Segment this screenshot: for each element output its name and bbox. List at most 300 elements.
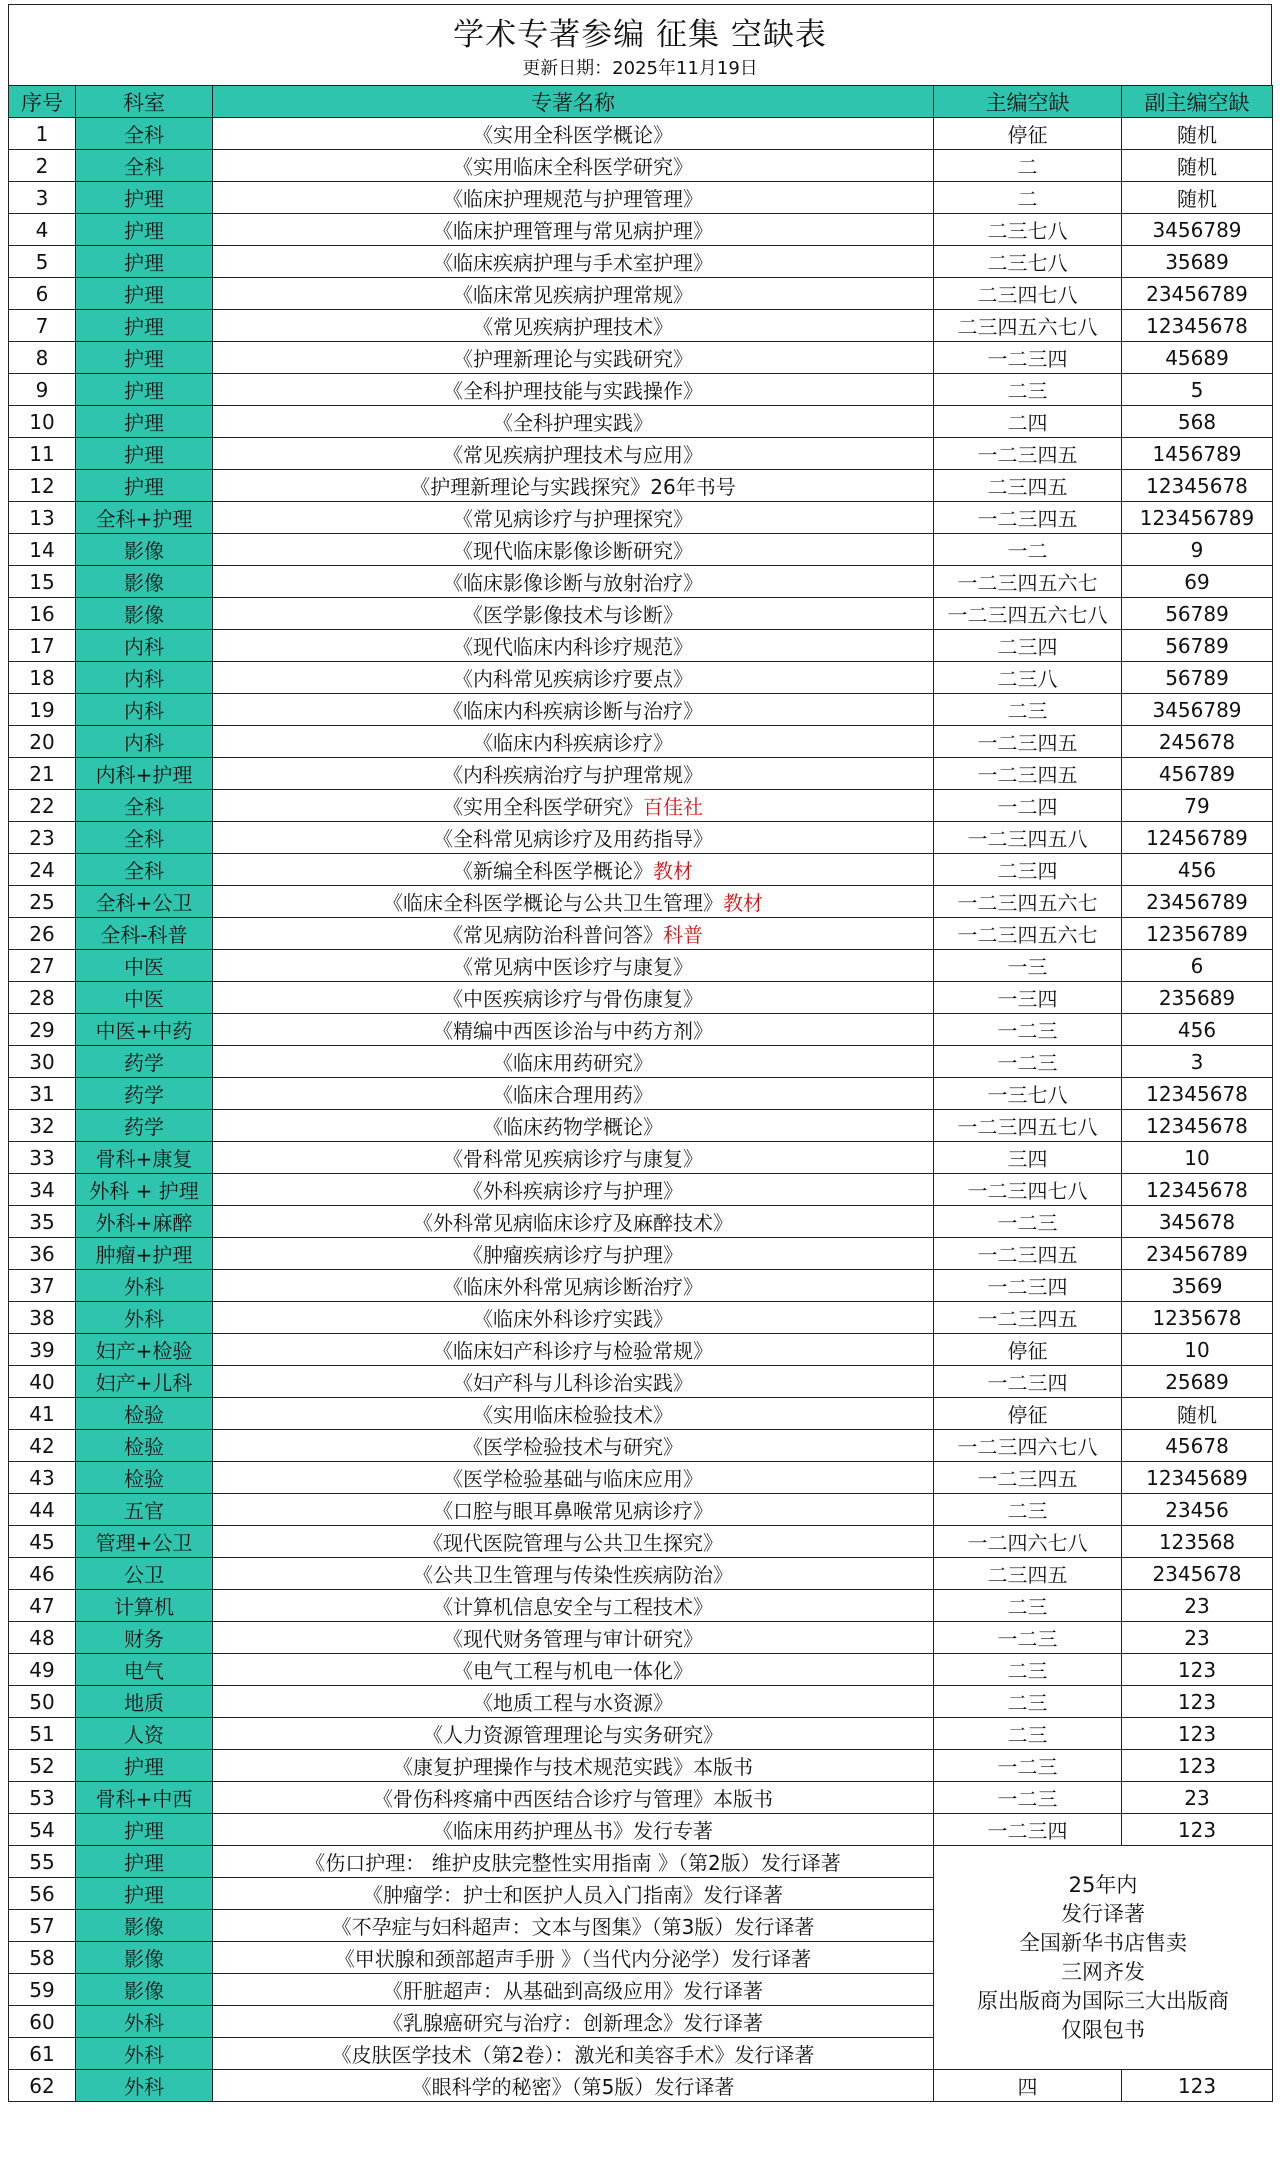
chief-editor-vacancy: 一二三 xyxy=(934,1046,1122,1078)
book-title-cell xyxy=(213,1398,934,1430)
department-cell: 内科 xyxy=(76,662,213,694)
row-number: 47 xyxy=(9,1590,76,1622)
table-row xyxy=(9,246,1273,278)
book-title-cell xyxy=(213,502,934,534)
book-title-cell xyxy=(213,598,934,630)
row-number: 53 xyxy=(9,1782,76,1814)
department-cell: 护理 xyxy=(76,1750,213,1782)
book-title-cell xyxy=(213,342,934,374)
row-number: 41 xyxy=(9,1398,76,1430)
chief-editor-vacancy: 一二四 xyxy=(934,790,1122,822)
chief-editor-vacancy: 一三四 xyxy=(934,982,1122,1014)
row-number: 13 xyxy=(9,502,76,534)
department-cell: 护理 xyxy=(76,310,213,342)
row-number: 50 xyxy=(9,1686,76,1718)
department-cell: 护理 xyxy=(76,470,213,502)
book-title-cell xyxy=(213,1078,934,1110)
book-title: 《临床影像诊断与放射治疗》 xyxy=(443,571,703,595)
table-row xyxy=(9,1366,1273,1398)
chief-editor-vacancy: 二三四 xyxy=(934,630,1122,662)
book-title-cell xyxy=(213,1142,934,1174)
deputy-editor-vacancy: 5 xyxy=(1122,374,1273,406)
book-tag: 教材 xyxy=(653,859,693,883)
deputy-editor-vacancy: 123 xyxy=(1122,1654,1273,1686)
row-number: 29 xyxy=(9,1014,76,1046)
chief-editor-vacancy: 一二三 xyxy=(934,1782,1122,1814)
deputy-editor-vacancy: 25689 xyxy=(1122,1366,1273,1398)
deputy-editor-vacancy: 123568 xyxy=(1122,1526,1273,1558)
row-number: 26 xyxy=(9,918,76,950)
table-row xyxy=(9,438,1273,470)
book-title: 《内科疾病治疗与护理常规》 xyxy=(443,763,703,787)
row-number: 1 xyxy=(9,118,76,150)
book-title: 《临床常见疾病护理常规》 xyxy=(453,283,693,307)
department-cell: 药学 xyxy=(76,1110,213,1142)
deputy-editor-vacancy: 12345678 xyxy=(1122,310,1273,342)
row-number: 11 xyxy=(9,438,76,470)
department-cell: 内科 xyxy=(76,726,213,758)
table-row xyxy=(9,822,1273,854)
department-cell: 财务 xyxy=(76,1622,213,1654)
row-number: 9 xyxy=(9,374,76,406)
deputy-editor-vacancy: 56789 xyxy=(1122,598,1273,630)
book-title-cell xyxy=(213,1430,934,1462)
chief-editor-vacancy: 一二三四五六七 xyxy=(934,918,1122,950)
table-row xyxy=(9,278,1273,310)
book-title: 《临床合理用药》 xyxy=(493,1083,653,1107)
book-title: 《公共卫生管理与传染性疾病防治》 xyxy=(413,1563,733,1587)
book-title-cell: 《乳腺癌研究与治疗：创新理念》发行译著 xyxy=(213,2006,934,2038)
row-number: 28 xyxy=(9,982,76,1014)
deputy-editor-vacancy: 245678 xyxy=(1122,726,1273,758)
book-title: 《临床内科疾病诊断与治疗》 xyxy=(443,699,703,723)
department-cell: 中医 xyxy=(76,982,213,1014)
table-row xyxy=(9,1558,1273,1590)
department-cell: 影像 xyxy=(76,1974,213,2006)
department-cell: 全科 xyxy=(76,822,213,854)
deputy-editor-vacancy: 随机 xyxy=(1122,118,1273,150)
book-title: 《医学检验基础与临床应用》 xyxy=(443,1467,703,1491)
book-title: 《康复护理操作与技术规范实践》本版书 xyxy=(393,1755,753,1779)
book-title: 《内科常见疾病诊疗要点》 xyxy=(453,667,693,691)
chief-editor-vacancy: 停征 xyxy=(934,118,1122,150)
department-cell: 检验 xyxy=(76,1462,213,1494)
chief-editor-vacancy: 二 xyxy=(934,150,1122,182)
chief-editor-vacancy: 二三 xyxy=(934,1718,1122,1750)
deputy-editor-vacancy: 23 xyxy=(1122,1622,1273,1654)
row-number: 46 xyxy=(9,1558,76,1590)
table-row xyxy=(9,182,1273,214)
department-cell: 外科 + 护理 xyxy=(76,1174,213,1206)
update-date: 更新日期：2025年11月19日 xyxy=(522,58,758,79)
department-cell: 妇产+儿科 xyxy=(76,1366,213,1398)
book-title-cell xyxy=(213,918,934,950)
department-cell: 外科 xyxy=(76,1302,213,1334)
department-cell: 护理 xyxy=(76,438,213,470)
book-title: 《外科常见病临床诊疗及麻醉技术》 xyxy=(413,1211,733,1235)
department-cell: 检验 xyxy=(76,1398,213,1430)
deputy-editor-vacancy: 12456789 xyxy=(1122,822,1273,854)
book-title-cell xyxy=(213,1046,934,1078)
deputy-editor-vacancy: 568 xyxy=(1122,406,1273,438)
book-title-cell xyxy=(213,1654,934,1686)
book-title-cell: 《皮肤医学技术（第2卷）：激光和美容手术》发行译著 xyxy=(213,2038,934,2070)
row-number: 55 xyxy=(9,1846,76,1878)
book-title: 《常见病诊疗与护理探究》 xyxy=(453,507,693,531)
deputy-editor-vacancy: 12345678 xyxy=(1122,470,1273,502)
department-cell: 中医+中药 xyxy=(76,1014,213,1046)
department-cell: 护理 xyxy=(76,342,213,374)
book-title: 《精编中西医诊治与中药方剂》 xyxy=(433,1019,713,1043)
chief-editor-vacancy: 停征 xyxy=(934,1334,1122,1366)
row-number: 5 xyxy=(9,246,76,278)
row-number: 37 xyxy=(9,1270,76,1302)
row-number: 4 xyxy=(9,214,76,246)
book-title-cell xyxy=(213,630,934,662)
table-row xyxy=(9,1814,1273,1846)
row-number: 18 xyxy=(9,662,76,694)
department-cell: 检验 xyxy=(76,1430,213,1462)
book-title-cell xyxy=(213,470,934,502)
row-number: 15 xyxy=(9,566,76,598)
book-title-cell xyxy=(213,1750,934,1782)
deputy-editor-vacancy: 123 xyxy=(1122,2070,1273,2102)
book-title: 《骨科常见疾病诊疗与康复》 xyxy=(443,1147,703,1171)
chief-editor-vacancy: 一二三四 xyxy=(934,1366,1122,1398)
chief-editor-vacancy: 二三 xyxy=(934,1590,1122,1622)
book-title: 《现代临床内科诊疗规范》 xyxy=(453,635,693,659)
book-title-cell xyxy=(213,566,934,598)
deputy-editor-vacancy: 123 xyxy=(1122,1718,1273,1750)
row-number: 57 xyxy=(9,1910,76,1942)
department-cell: 护理 xyxy=(76,278,213,310)
table-row xyxy=(9,598,1273,630)
book-title-cell xyxy=(213,1462,934,1494)
table-row xyxy=(9,726,1273,758)
note-line: 25年内 xyxy=(1068,1872,1138,1897)
book-title-cell xyxy=(213,886,934,918)
table-row xyxy=(9,1206,1273,1238)
header-row xyxy=(9,86,1273,118)
note-line: 全国新华书店售卖 xyxy=(1019,1930,1187,1955)
chief-editor-vacancy: 三四 xyxy=(934,1142,1122,1174)
department-cell: 护理 xyxy=(76,246,213,278)
table-row xyxy=(9,1078,1273,1110)
deputy-editor-vacancy: 10 xyxy=(1122,1142,1273,1174)
chief-editor-vacancy: 一二三四五 xyxy=(934,1238,1122,1270)
deputy-editor-vacancy: 123 xyxy=(1122,1750,1273,1782)
chief-editor-vacancy: 二三七八 xyxy=(934,214,1122,246)
chief-editor-vacancy: 四 xyxy=(934,2070,1122,2102)
row-number: 54 xyxy=(9,1814,76,1846)
department-cell: 影像 xyxy=(76,598,213,630)
book-title: 《护理新理论与实践研究》 xyxy=(453,347,693,371)
deputy-editor-vacancy: 45678 xyxy=(1122,1430,1273,1462)
book-title: 《常见疾病护理技术》 xyxy=(473,315,673,339)
book-title: 《妇产科与儿科诊治实践》 xyxy=(453,1371,693,1395)
department-cell: 人资 xyxy=(76,1718,213,1750)
book-title-cell xyxy=(213,822,934,854)
book-title: 《常见病防治科普问答》 xyxy=(443,923,663,947)
book-tag: 科普 xyxy=(663,923,703,947)
book-title: 《实用全科医学概论》 xyxy=(473,123,673,147)
book-title-cell xyxy=(213,534,934,566)
row-number: 32 xyxy=(9,1110,76,1142)
department-cell: 影像 xyxy=(76,534,213,566)
table-row xyxy=(9,1174,1273,1206)
row-number: 49 xyxy=(9,1654,76,1686)
book-title-cell: 《肿瘤学：护士和医护人员入门指南》发行译著 xyxy=(213,1878,934,1910)
row-number: 34 xyxy=(9,1174,76,1206)
book-title-cell xyxy=(213,438,934,470)
department-cell: 护理 xyxy=(76,1846,213,1878)
book-title: 《临床用药研究》 xyxy=(493,1051,653,1075)
department-cell: 外科 xyxy=(76,2070,213,2102)
chief-editor-vacancy: 二三七八 xyxy=(934,246,1122,278)
department-cell: 骨科+康复 xyxy=(76,1142,213,1174)
department-cell: 外科 xyxy=(76,2038,213,2070)
chief-editor-vacancy: 一二三四 xyxy=(934,1270,1122,1302)
book-title-cell xyxy=(213,182,934,214)
table-row xyxy=(9,1302,1273,1334)
book-title-cell xyxy=(213,1622,934,1654)
book-title: 《临床护理规范与护理管理》 xyxy=(443,187,703,211)
book-title-cell: 《眼科学的秘密》（第5版）发行译著 xyxy=(213,2070,934,2102)
book-title-cell: 《甲状腺和颈部超声手册 》（当代内分泌学）发行译著 xyxy=(213,1942,934,1974)
deputy-editor-vacancy: 123 xyxy=(1122,1686,1273,1718)
deputy-editor-vacancy: 6 xyxy=(1122,950,1273,982)
department-cell: 外科 xyxy=(76,1270,213,1302)
deputy-editor-vacancy: 1235678 xyxy=(1122,1302,1273,1334)
note-line: 三网齐发 xyxy=(1061,1959,1145,1984)
table-row xyxy=(9,118,1273,150)
book-title-cell xyxy=(213,1526,934,1558)
chief-editor-vacancy: 一二三四七八 xyxy=(934,1174,1122,1206)
book-title-cell xyxy=(213,662,934,694)
row-number: 27 xyxy=(9,950,76,982)
header-book: 专著名称 xyxy=(213,86,934,118)
row-number: 40 xyxy=(9,1366,76,1398)
table-row xyxy=(9,1430,1273,1462)
row-number: 52 xyxy=(9,1750,76,1782)
chief-editor-vacancy: 一二三四五六七 xyxy=(934,566,1122,598)
department-cell: 计算机 xyxy=(76,1590,213,1622)
vacancy-table xyxy=(8,85,1273,2102)
table-row xyxy=(9,694,1273,726)
table-row xyxy=(9,470,1273,502)
table-row xyxy=(9,982,1273,1014)
deputy-editor-vacancy: 23456789 xyxy=(1122,886,1273,918)
book-title-cell xyxy=(213,1334,934,1366)
department-cell: 全科-科普 xyxy=(76,918,213,950)
row-number: 22 xyxy=(9,790,76,822)
department-cell: 护理 xyxy=(76,214,213,246)
book-title-cell: 《不孕症与妇科超声：文本与图集》（第3版）发行译著 xyxy=(213,1910,934,1942)
row-number: 44 xyxy=(9,1494,76,1526)
chief-editor-vacancy: 二三四 xyxy=(934,854,1122,886)
deputy-editor-vacancy: 345678 xyxy=(1122,1206,1273,1238)
row-number: 19 xyxy=(9,694,76,726)
chief-editor-vacancy: 二三 xyxy=(934,374,1122,406)
deputy-editor-vacancy: 35689 xyxy=(1122,246,1273,278)
department-cell: 护理 xyxy=(76,1878,213,1910)
book-title: 《临床外科诊疗实践》 xyxy=(473,1307,673,1331)
book-title-cell xyxy=(213,1558,934,1590)
row-number: 23 xyxy=(9,822,76,854)
deputy-editor-vacancy: 456789 xyxy=(1122,758,1273,790)
deputy-editor-vacancy: 3456789 xyxy=(1122,214,1273,246)
book-title-cell xyxy=(213,1718,934,1750)
table-row xyxy=(9,214,1273,246)
row-number: 16 xyxy=(9,598,76,630)
book-title-cell xyxy=(213,1270,934,1302)
chief-editor-vacancy: 二三 xyxy=(934,1654,1122,1686)
deputy-editor-vacancy: 69 xyxy=(1122,566,1273,598)
deputy-editor-vacancy: 12345678 xyxy=(1122,1174,1273,1206)
row-number: 56 xyxy=(9,1878,76,1910)
table-row xyxy=(9,918,1273,950)
row-number: 12 xyxy=(9,470,76,502)
deputy-editor-vacancy: 3569 xyxy=(1122,1270,1273,1302)
department-cell: 电气 xyxy=(76,1654,213,1686)
book-title-cell: 《伤口护理： 维护皮肤完整性实用指南 》（第2版）发行译著 xyxy=(213,1846,934,1878)
department-cell: 外科+麻醉 xyxy=(76,1206,213,1238)
department-cell: 肿瘤+护理 xyxy=(76,1238,213,1270)
deputy-editor-vacancy: 1456789 xyxy=(1122,438,1273,470)
chief-editor-vacancy: 一二三四 xyxy=(934,342,1122,374)
deputy-editor-vacancy: 3 xyxy=(1122,1046,1273,1078)
book-title-cell xyxy=(213,1686,934,1718)
book-title: 《医学检验技术与研究》 xyxy=(463,1435,683,1459)
book-title: 《人力资源管理理论与实务研究》 xyxy=(423,1723,723,1747)
chief-editor-vacancy: 一二三四五 xyxy=(934,1302,1122,1334)
department-cell: 妇产+检验 xyxy=(76,1334,213,1366)
book-tag: 教材 xyxy=(723,891,763,915)
chief-editor-vacancy: 二三四五六七八 xyxy=(934,310,1122,342)
table-row xyxy=(9,1718,1273,1750)
deputy-editor-vacancy: 随机 xyxy=(1122,1398,1273,1430)
chief-editor-vacancy: 一二三 xyxy=(934,1206,1122,1238)
row-number: 2 xyxy=(9,150,76,182)
table-body xyxy=(9,118,1273,2102)
row-number: 59 xyxy=(9,1974,76,2006)
department-cell: 影像 xyxy=(76,1942,213,1974)
table-row xyxy=(9,1590,1273,1622)
title-block xyxy=(8,4,1272,85)
row-number: 62 xyxy=(9,2070,76,2102)
chief-editor-vacancy: 一二三四五六七八 xyxy=(934,598,1122,630)
row-number: 35 xyxy=(9,1206,76,1238)
row-number: 3 xyxy=(9,182,76,214)
book-title-cell xyxy=(213,374,934,406)
row-number: 7 xyxy=(9,310,76,342)
book-title-cell xyxy=(213,1814,934,1846)
note-line: 仅限包书 xyxy=(1061,2017,1145,2042)
table-row xyxy=(9,310,1273,342)
deputy-editor-vacancy: 23 xyxy=(1122,1782,1273,1814)
book-title-cell xyxy=(213,854,934,886)
row-number: 61 xyxy=(9,2038,76,2070)
department-cell: 全科 xyxy=(76,790,213,822)
table-row xyxy=(9,342,1273,374)
row-number: 36 xyxy=(9,1238,76,1270)
department-cell: 护理 xyxy=(76,374,213,406)
chief-editor-vacancy: 一二三四 xyxy=(934,1814,1122,1846)
header-chief: 主编空缺 xyxy=(934,86,1122,118)
chief-editor-vacancy: 二三四五 xyxy=(934,1558,1122,1590)
chief-editor-vacancy: 一二三四五六七 xyxy=(934,886,1122,918)
table-row xyxy=(9,1014,1273,1046)
chief-editor-vacancy: 一二三四五 xyxy=(934,726,1122,758)
deputy-editor-vacancy: 456 xyxy=(1122,854,1273,886)
book-title: 《中医疾病诊疗与骨伤康复》 xyxy=(443,987,703,1011)
book-title: 《临床用药护理丛书》发行专著 xyxy=(433,1819,713,1843)
row-number: 48 xyxy=(9,1622,76,1654)
deputy-editor-vacancy: 10 xyxy=(1122,1334,1273,1366)
chief-editor-vacancy: 一二三四五 xyxy=(934,502,1122,534)
table-row xyxy=(9,950,1273,982)
department-cell: 全科 xyxy=(76,150,213,182)
table-row xyxy=(9,1398,1273,1430)
table-row xyxy=(9,854,1273,886)
table-row xyxy=(9,1622,1273,1654)
book-title: 《临床全科医学概论与公共卫生管理》 xyxy=(383,891,723,915)
chief-editor-vacancy: 二三 xyxy=(934,1686,1122,1718)
department-cell: 公卫 xyxy=(76,1558,213,1590)
chief-editor-vacancy: 一三 xyxy=(934,950,1122,982)
book-title: 《全科护理技能与实践操作》 xyxy=(443,379,703,403)
chief-editor-vacancy: 一二三四五七八 xyxy=(934,1110,1122,1142)
deputy-editor-vacancy: 9 xyxy=(1122,534,1273,566)
department-cell: 护理 xyxy=(76,1814,213,1846)
table-row xyxy=(9,150,1273,182)
table-row xyxy=(9,1142,1273,1174)
book-title: 《临床护理管理与常见病护理》 xyxy=(433,219,713,243)
book-title-cell xyxy=(213,950,934,982)
chief-editor-vacancy: 二四 xyxy=(934,406,1122,438)
book-title: 《实用临床检验技术》 xyxy=(473,1403,673,1427)
book-title-cell xyxy=(213,214,934,246)
chief-editor-vacancy: 停征 xyxy=(934,1398,1122,1430)
deputy-editor-vacancy: 456 xyxy=(1122,1014,1273,1046)
book-title-cell: 《肝脏超声：从基础到高级应用》发行译著 xyxy=(213,1974,934,2006)
chief-editor-vacancy: 一二三 xyxy=(934,1750,1122,1782)
book-title-cell xyxy=(213,406,934,438)
book-title-cell xyxy=(213,1238,934,1270)
row-number: 10 xyxy=(9,406,76,438)
book-title-cell xyxy=(213,1110,934,1142)
book-title-cell xyxy=(213,982,934,1014)
department-cell: 全科 xyxy=(76,854,213,886)
department-cell: 全科 xyxy=(76,118,213,150)
book-title-cell xyxy=(213,694,934,726)
chief-editor-vacancy: 一二 xyxy=(934,534,1122,566)
book-title-cell xyxy=(213,726,934,758)
deputy-editor-vacancy: 123456789 xyxy=(1122,502,1273,534)
book-title: 《新编全科医学概论》 xyxy=(453,859,653,883)
note-line: 原出版商为国际三大出版商 xyxy=(977,1988,1229,2013)
book-title-cell xyxy=(213,1494,934,1526)
book-title: 《临床药物学概论》 xyxy=(483,1115,663,1139)
row-number: 6 xyxy=(9,278,76,310)
row-number: 14 xyxy=(9,534,76,566)
department-cell: 内科+护理 xyxy=(76,758,213,790)
chief-editor-vacancy: 一二三四五 xyxy=(934,1462,1122,1494)
row-number: 39 xyxy=(9,1334,76,1366)
book-title-cell xyxy=(213,1590,934,1622)
book-title-cell xyxy=(213,1302,934,1334)
header-deputy: 副主编空缺 xyxy=(1122,86,1273,118)
